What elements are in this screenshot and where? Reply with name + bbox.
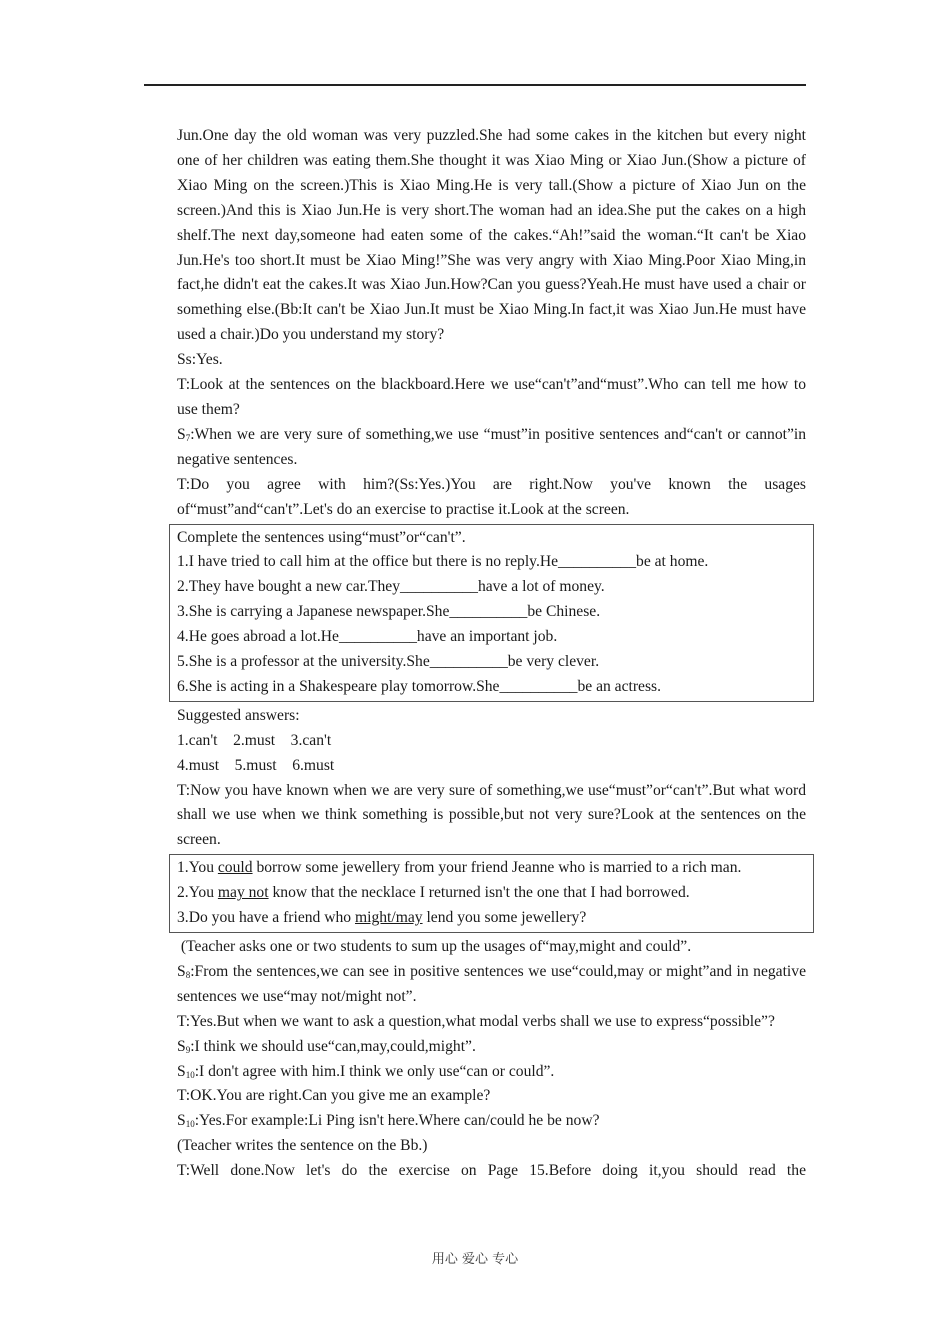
answers-row: 4.must 5.must 6.must (177, 756, 335, 774)
student-8-answer: $S_8:From$ the sentences,we can see in positive sentences we use“could,may or might”and in negative sentences we use“may not/might not”. (177, 962, 806, 1005)
modal-example: 1.You could borrow some jewellery from your friend Jeanne who is married to a rich man. (177, 859, 742, 877)
exercise-item: 1.I have tried to call him at the office but there is no reply.He__________be at home. (177, 553, 709, 571)
exercise-item: 2.They have bought a new car.They__________have a lot of money. (177, 578, 605, 596)
student-10-example: $S_{10}:Yes.For$ example:Li Ping isn't here.Where can/could he be now? (177, 1112, 600, 1130)
exercise-must-cant-box (169, 524, 814, 702)
teacher-blackboard-question: T:Look at the sentences on the blackboard.Here we use“can't”and“must”.Who can tell me how to use them? (177, 376, 806, 418)
answers-row: 1.can't 2.must 3.can't (177, 731, 332, 749)
exercise-item: 5.She is a professor at the university.She__________be very clever. (177, 653, 600, 671)
modal-example: 3.Do you have a friend who might/may lend you some jewellery? (177, 909, 587, 927)
teacher-question-modal: T:Yes.But when we want to ask a question,what modal verbs shall we use to express“possible”? (177, 1012, 775, 1030)
students-reply: Ss:Yes. (177, 351, 223, 369)
answers-label: Suggested answers: (177, 706, 300, 724)
header-rule (144, 84, 806, 86)
underlined-modal: may not (217, 884, 269, 902)
teacher-well-done: T:Well done.Now let's do the exercise on Page 15.Before doing it,you should read the (177, 1162, 806, 1180)
modal-example: 2.You may not know that the necklace I returned isn't the one that I had borrowed. (177, 884, 690, 902)
exercise-item: 6.She is acting in a Shakespeare play tomorrow.She__________be an actress. (177, 677, 662, 695)
story-paragraph: Jun.One day the old woman was very puzzled.She had some cakes in the kitchen but every night one of her children was eating them.She thought it was Xiao Ming or Xiao Jun.(Show a picture of Xiao Ming on the screen.)This is Xiao Ming.He is very tall.(Show a picture of Xiao Jun on the screen.)And this is Xiao Jun.He is very short.The woman had an idea.She put the cakes on a high shelf.The next day,someone had eaten some of the cakes.“Ah!”said the woman.“It can't be Xiao Jun.He's too short.It must be Xiao Ming!”She was very angry with Xiao Ming.Poor Xiao Ming,in fact,he didn't eat the cakes.It was Xiao Jun.How?Can you guess?Yeah.He must have used a chair or something else.(Bb:It can't be Xiao Jun.It must be Xiao Ming.In fact,it was Xiao Jun.He must have used a chair.)Do you understand my story? (177, 127, 806, 344)
exercise-title: Complete the sentences using“must”or“can't”. (177, 528, 466, 546)
teacher-writes-note: (Teacher writes the sentence on the Bb.) (177, 1137, 428, 1155)
underlined-modal: could (217, 859, 253, 877)
student-10-answer: $S_{10}:I$ don't agree with him.I think we only use“can or could”. (177, 1062, 555, 1080)
modal-examples-box (169, 854, 814, 933)
exercise-item: 3.She is carrying a Japanese newspaper.She__________be Chinese. (177, 603, 601, 621)
page-footer: 用心 爱心 专心 (431, 1252, 519, 1267)
exercise-item: 4.He goes abroad a lot.He__________have an important job. (177, 628, 558, 646)
teacher-asks-note: (Teacher asks one or two students to sum up the usages of“may,might and could”. (177, 938, 692, 955)
underlined-modal: might/may (354, 909, 423, 927)
student-9-answer: $S_9:I$ think we should use“can,may,could,might”. (177, 1037, 476, 1055)
student-7-answer: $S_7:When$ we are very sure of something,we use “must”in positive sentences and“can't or cannot”in negative sentences. (177, 425, 806, 468)
teacher-ok: T:OK.You are right.Can you give me an example? (177, 1087, 491, 1105)
page-body (177, 124, 806, 1184)
teacher-possible-question: T:Now you have known when we are very sure of something,we use“must”or“can't”.But what word shall we use when we think something is possible,but not very sure?Look at the sentences on the screen. (177, 781, 806, 849)
teacher-agree-question: T:Do you agree with him?(Ss:Yes.)You are right.Now you've known the usages of“must”and“can't”.Let's do an exercise to practise it.Look at the screen. (177, 475, 806, 518)
